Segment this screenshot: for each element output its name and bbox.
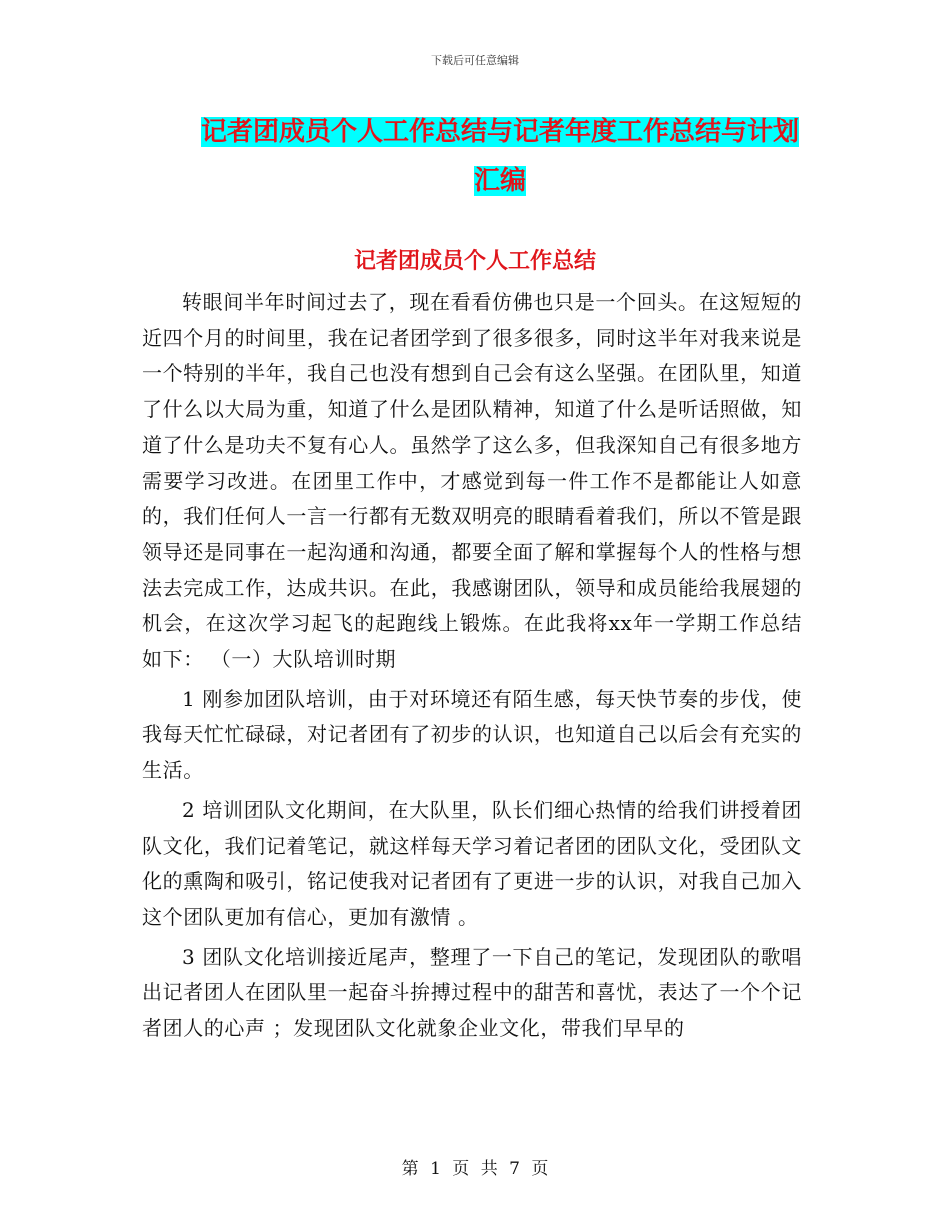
paragraph: 1 刚参加团队培训，由于对环境还有陌生感，每天快节奏的步伐，使我每天忙忙碌碌，对记者团有了初步的认识，也知道自己以后会有充实的生活。: [142, 686, 802, 783]
page-indicator: 第 1 页 共 7 页: [401, 1159, 549, 1179]
document-title: [190, 108, 810, 206]
paragraph: 3 团队文化培训接近尾声，整理了一下自己的笔记，发现团队的歌唱出记者团人在团队里一起奋斗拚搏过程中的甜苦和喜忧，表达了一个个记者团人的心声 ；发现团队文化就象企业文化，带我们早早的: [142, 944, 802, 1041]
document-title-text: 记者团成员个人工作总结与记者年度工作总结与计划汇编: [200, 117, 799, 196]
header-note: 下载后可任意编辑: [431, 54, 519, 67]
paragraph: 2 培训团队文化期间，在大队里，队长们细心热情的给我们讲授着团队文化，我们记着笔记，就这样每天学习着记者团的团队文化，受团队文化的熏陶和吸引，铭记使我对记者团有了更进一步的认识，对我自己加入这个团队更加有信心，更加有激情 。: [142, 797, 802, 929]
section-title: 记者团成员个人工作总结: [353, 249, 596, 274]
paragraph: 转眼间半年时间过去了，现在看看仿佛也只是一个回头。在这短短的近四个月的时间里，我在记者团学到了很多很多，同时这半年对我来说是一个特别的半年，我自己也没有想到自己会有这么坚强。在团队里，知道了什么以大局为重，知道了什么是团队精神，知道了什么是听话照做，知道了什么是功夫不复有心人。虽然学了这么多，但我深知自己有很多地方需要学习改进。在团里工作中，才感觉到每一件工作不是都能让人如意的，我们任何人一言一行都有无数双明亮的眼睛看着我们，所以不管是跟领导还是同事在一起沟通和沟通，都要全面了解和掌握每个人的性格与想法去完成工作，达成共识。在此，我感谢团队，领导和成员能给我展翅的机会，在这次学习起飞的起跑线上锻炼。在此我将xx年一学期工作总结如下： （一）大队培训时期: [142, 290, 802, 672]
document-body: [142, 285, 802, 1051]
